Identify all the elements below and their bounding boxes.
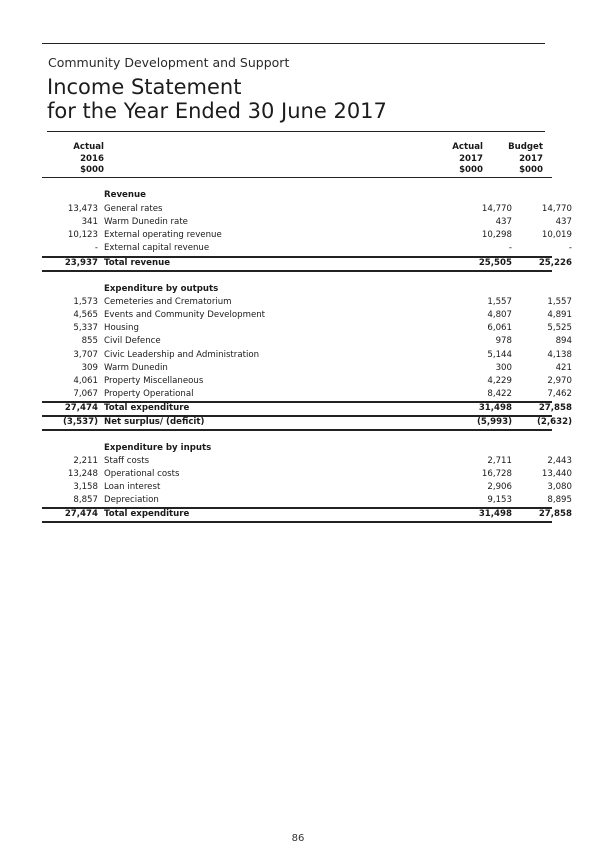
cell-actual-2017: 300 [495, 363, 512, 373]
table-row [42, 203, 572, 216]
header-text: $000 [459, 165, 483, 175]
table-row [42, 375, 572, 388]
table-row [42, 468, 572, 481]
cell-actual-2017: 31,498 [478, 509, 512, 519]
header-text: $000 [519, 165, 543, 175]
row-rule [42, 270, 552, 272]
cell-actual-2017: 4,807 [487, 310, 512, 320]
cell-actual-2016: 309 [81, 363, 98, 373]
cell-label: Cemeteries and Crematorium [104, 297, 232, 307]
table-row [42, 481, 572, 494]
section-heading-label: Expenditure by outputs [104, 284, 219, 294]
cell-budget-2017: 894 [555, 336, 572, 346]
cell-actual-2016: 7,067 [73, 389, 98, 399]
cell-label: Staff costs [104, 456, 150, 466]
cell-label: Property Miscellaneous [104, 376, 204, 386]
cell-actual-2017: 9,153 [487, 495, 512, 505]
table-row [42, 296, 572, 309]
column-header-actual-2016 [42, 142, 104, 177]
cell-actual-2017: (5,993) [476, 417, 512, 427]
cell-actual-2016: 23,937 [64, 258, 98, 268]
cell-budget-2017: (2,632) [536, 417, 572, 427]
cell-budget-2017: 1,557 [547, 297, 572, 307]
cell-actual-2016: 10,123 [67, 230, 98, 240]
organisation-name: Community Development and Support [48, 55, 290, 70]
cell-label: Total expenditure [104, 403, 190, 413]
cell-label: Events and Community Development [104, 310, 266, 320]
cell-label: Depreciation [104, 495, 159, 505]
cell-actual-2017: 1,557 [487, 297, 512, 307]
cell-label: Housing [104, 323, 139, 333]
section-heading [42, 283, 552, 296]
cell-label: Property Operational [104, 389, 194, 399]
page-number: 86 [291, 833, 305, 844]
column-header-budget-2017 [488, 142, 543, 177]
cell-budget-2017: 7,462 [547, 389, 572, 399]
cell-label: Total revenue [104, 258, 171, 268]
total-row [42, 508, 572, 521]
cell-actual-2016: (3,537) [62, 417, 98, 427]
header-text: 2017 [459, 153, 483, 164]
table-row [42, 229, 572, 242]
cell-actual-2016: 4,061 [73, 376, 98, 386]
table-row [42, 216, 572, 229]
cell-actual-2016: 13,248 [67, 469, 98, 479]
cell-budget-2017: 3,080 [547, 482, 572, 492]
cell-actual-2017: 8,422 [487, 389, 512, 399]
cell-budget-2017: 27,858 [538, 403, 572, 413]
cell-budget-2017: 8,895 [547, 495, 572, 505]
cell-actual-2016: 4,565 [73, 310, 98, 320]
cell-actual-2016: 341 [81, 217, 98, 227]
cell-label: Warm Dunedin [104, 363, 168, 373]
cell-label: Loan interest [104, 482, 161, 492]
cell-budget-2017: 2,443 [547, 456, 572, 466]
page-subtitle: for the Year Ended 30 June 2017 [47, 99, 387, 123]
cell-actual-2017: 978 [495, 336, 512, 346]
cell-label: External operating revenue [104, 230, 222, 240]
cell-actual-2016: 27,474 [64, 403, 98, 413]
cell-budget-2017: - [568, 243, 572, 253]
cell-actual-2017: - [508, 243, 512, 253]
cell-actual-2017: 437 [495, 217, 512, 227]
row-rule [42, 429, 552, 431]
cell-budget-2017: 10,019 [541, 230, 572, 240]
cell-actual-2017: 25,505 [478, 258, 512, 268]
header-rule [42, 177, 552, 178]
cell-actual-2017: 31,498 [478, 403, 512, 413]
header-text: 2017 [519, 153, 543, 164]
cell-actual-2016: 2,211 [73, 456, 98, 466]
cell-actual-2016: 3,158 [73, 482, 98, 492]
cell-actual-2017: 4,229 [487, 376, 512, 386]
cell-label: Total expenditure [104, 509, 190, 519]
header-text: Budget [508, 142, 543, 152]
cell-label: Civic Leadership and Administration [104, 350, 260, 360]
cell-label: Net surplus/ (deficit) [104, 417, 205, 427]
cell-actual-2016: 855 [81, 336, 98, 346]
cell-actual-2017: 5,144 [487, 350, 512, 360]
cell-label: General rates [104, 204, 163, 214]
table-row [42, 362, 572, 375]
top-rule [42, 43, 545, 44]
cell-actual-2017: 14,770 [481, 204, 512, 214]
section-heading [42, 442, 552, 455]
cell-actual-2016: 27,474 [64, 509, 98, 519]
cell-actual-2016: 3,707 [73, 350, 98, 360]
table-row [42, 309, 572, 322]
title-rule [47, 131, 545, 132]
table-row [42, 349, 572, 362]
table-row [42, 322, 572, 335]
cell-budget-2017: 14,770 [541, 204, 572, 214]
cell-label: Operational costs [104, 469, 180, 479]
cell-actual-2017: 10,298 [481, 230, 512, 240]
row-rule [42, 521, 552, 523]
cell-label: External capital revenue [104, 243, 210, 253]
cell-actual-2017: 2,711 [487, 456, 512, 466]
cell-budget-2017: 27,858 [538, 509, 572, 519]
total-row [42, 257, 572, 270]
header-text: $000 [80, 165, 104, 175]
cell-budget-2017: 4,891 [547, 310, 572, 320]
header-text: 2016 [80, 153, 104, 164]
page-title: Income Statement [47, 75, 242, 99]
cell-label: Warm Dunedin rate [104, 217, 188, 227]
cell-label: Civil Defence [104, 336, 161, 346]
cell-actual-2016: 8,857 [73, 495, 98, 505]
cell-budget-2017: 2,970 [547, 376, 572, 386]
cell-actual-2017: 2,906 [487, 482, 512, 492]
table-row [42, 455, 572, 468]
cell-budget-2017: 421 [555, 363, 572, 373]
table-row [42, 494, 572, 507]
cell-budget-2017: 5,525 [547, 323, 572, 333]
cell-budget-2017: 25,226 [538, 258, 572, 268]
cell-actual-2016: 13,473 [67, 204, 98, 214]
section-heading-label: Expenditure by inputs [104, 443, 212, 453]
table-row [42, 335, 572, 348]
net-surplus-row [42, 416, 572, 429]
cell-actual-2017: 16,728 [481, 469, 512, 479]
cell-actual-2016: - [94, 243, 98, 253]
header-text: Actual [452, 142, 483, 152]
cell-budget-2017: 4,138 [547, 350, 572, 360]
section-heading [42, 189, 552, 202]
total-row [42, 402, 572, 415]
header-text: Actual [73, 142, 104, 152]
cell-budget-2017: 437 [555, 217, 572, 227]
column-header-actual-2017 [420, 142, 483, 177]
table-row [42, 388, 572, 401]
section-heading-label: Revenue [104, 190, 146, 200]
cell-actual-2016: 1,573 [73, 297, 98, 307]
cell-budget-2017: 13,440 [541, 469, 572, 479]
cell-actual-2017: 6,061 [487, 323, 512, 333]
cell-actual-2016: 5,337 [73, 323, 98, 333]
table-row [42, 242, 572, 255]
